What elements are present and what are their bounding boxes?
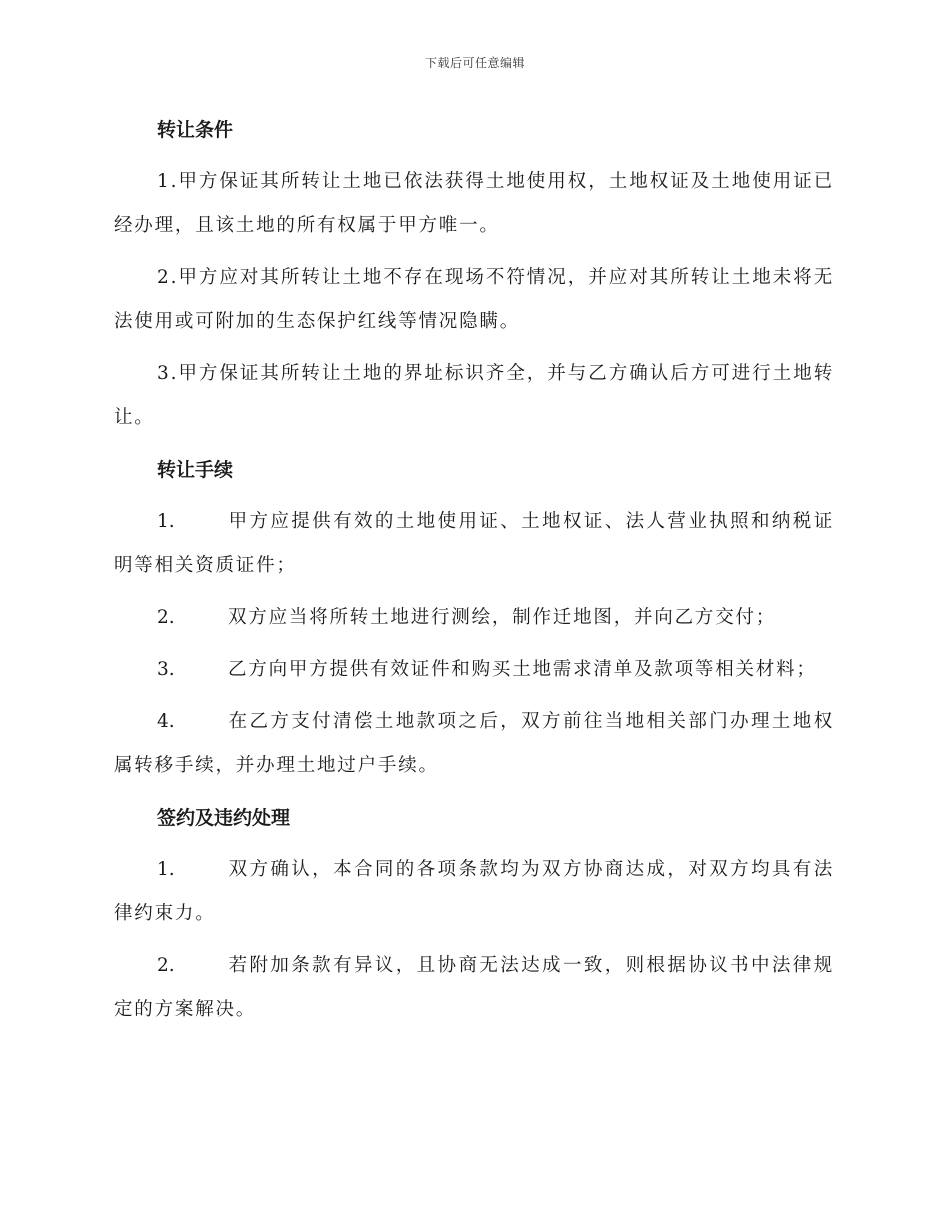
- list-item-number: 2.: [157, 955, 175, 976]
- section-heading-signing-and-breach: 签约及违约处理: [157, 807, 291, 829]
- list-item-number: 1.: [157, 511, 175, 532]
- list-item: [114, 596, 834, 640]
- list-item: [114, 500, 834, 588]
- list-item-text: 若附加条款有异议，且协商无法达成一致，则根据协议书中法律规定的方案解决。: [114, 955, 834, 1020]
- paragraph-condition-2: 2.甲方应对其所转让土地不存在现场不符情况，并应对其所转让土地未将无法使用或可附加的生态保护红线等情况隐瞒。: [114, 267, 834, 332]
- list-item: [114, 848, 834, 936]
- section-heading-transfer-conditions: 转让条件: [157, 119, 234, 141]
- list-item-number: 2.: [157, 607, 175, 628]
- list-item-text: 双方应当将所转土地进行测绘，制作迁地图，并向乙方交付；: [228, 607, 777, 628]
- list-item-text: 双方确认，本合同的各项条款均为双方协商达成，对双方均具有法律约束力。: [114, 859, 834, 924]
- list-item-text: 在乙方支付清偿土地款项之后，双方前往当地相关部门办理土地权属转移手续，并办理土地过户手续。: [114, 711, 834, 776]
- section-heading-transfer-procedures: 转让手续: [157, 459, 234, 481]
- document-body: [114, 108, 834, 1032]
- list-item-text: 甲方应提供有效的土地使用证、土地权证、法人营业执照和纳税证明等相关资质证件；: [114, 511, 834, 576]
- list-item-number: 4.: [157, 711, 175, 732]
- list-item-text: 乙方向甲方提供有效证件和购买土地需求清单及款项等相关材料；: [228, 659, 817, 680]
- list-item: [114, 648, 834, 692]
- list-item-number: 1.: [157, 859, 175, 880]
- list-item: [114, 700, 834, 788]
- paragraph-condition-1: 1.甲方保证其所转让土地已依法获得土地使用权，土地权证及土地使用证已经办理，且该土地的所有权属于甲方唯一。: [114, 171, 834, 236]
- list-item: [114, 944, 834, 1032]
- header-note: 下载后可任意编辑: [424, 56, 525, 70]
- paragraph-condition-3: 3.甲方保证其所转让土地的界址标识齐全，并与乙方确认后方可进行土地转让。: [114, 363, 834, 428]
- list-item-number: 3.: [157, 659, 175, 680]
